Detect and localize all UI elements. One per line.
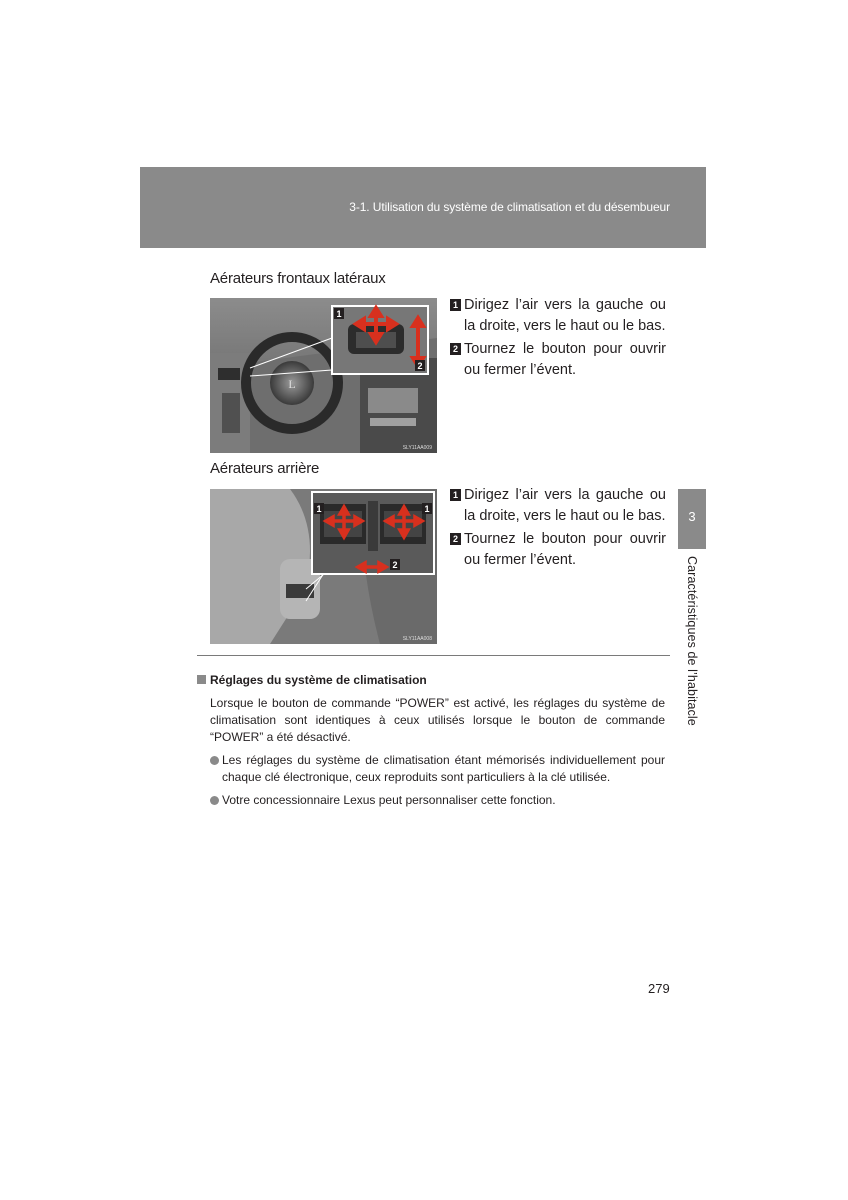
page-number: 279 bbox=[648, 981, 670, 996]
note-bullet-text: Les réglages du système de climatisation étant mémorisés individuellement pour chaque clé électronique, ceux reproduits sont particuliers à la clé utilisée. bbox=[222, 753, 665, 784]
note-body: Lorsque le bouton de commande “POWER” est activé, les réglages du système de climatisation sont identiques à ceux utilisés lorsque le bouton de commande “POWER” a été désactivé. bbox=[210, 696, 665, 744]
rear-vents-steps bbox=[450, 485, 666, 573]
step-item bbox=[450, 295, 666, 336]
step-number-badge: 2 bbox=[450, 533, 461, 545]
chapter-header-band bbox=[140, 167, 706, 248]
step-text: Dirigez l’air vers la gauche ou la droite, vers le haut ou le bas. bbox=[464, 487, 666, 524]
chapter-tab-label: Caractéristiques de l’habitacle bbox=[685, 556, 699, 726]
step-number-badge: 1 bbox=[450, 489, 461, 501]
section-heading-front-vents: Aérateurs frontaux latéraux bbox=[210, 270, 386, 287]
step-number-badge: 1 bbox=[450, 299, 461, 311]
section-divider bbox=[197, 655, 670, 656]
square-bullet-icon bbox=[197, 675, 206, 684]
bullet-dot-icon bbox=[210, 756, 219, 765]
chapter-title: 3-1. Utilisation du système de climatisation et du désembueur bbox=[349, 200, 670, 214]
svg-text:1: 1 bbox=[424, 504, 430, 514]
front-vents-steps bbox=[450, 295, 666, 383]
svg-text:2: 2 bbox=[417, 361, 423, 371]
image-code-rear: SLY11AA008 bbox=[402, 636, 432, 642]
note-bullet bbox=[210, 752, 665, 786]
step-text: Dirigez l’air vers la gauche ou la droite, vers le haut ou le bas. bbox=[464, 297, 666, 334]
rear-vents-photo bbox=[210, 489, 437, 644]
note-title-text: Réglages du système de climatisation bbox=[210, 673, 427, 687]
svg-text:L: L bbox=[288, 377, 296, 391]
chapter-tab: 3 bbox=[678, 489, 706, 549]
step-number-badge: 2 bbox=[450, 343, 461, 355]
note-title bbox=[197, 673, 427, 687]
svg-text:1: 1 bbox=[316, 504, 322, 514]
image-code-front: SLY11AA009 bbox=[402, 445, 432, 451]
svg-text:2: 2 bbox=[392, 560, 398, 570]
step-text: Tournez le bouton pour ouvrir ou fermer l’évent. bbox=[464, 341, 666, 378]
bullet-dot-icon bbox=[210, 796, 219, 805]
section-heading-rear-vents: Aérateurs arrière bbox=[210, 460, 320, 477]
svg-text:1: 1 bbox=[336, 309, 342, 319]
note-bullet bbox=[210, 792, 665, 809]
step-text: Tournez le bouton pour ouvrir ou fermer l’évent. bbox=[464, 531, 666, 568]
front-vents-photo bbox=[210, 298, 437, 453]
step-item bbox=[450, 485, 666, 526]
note-bullet-text: Votre concessionnaire Lexus peut personnaliser cette fonction. bbox=[222, 793, 556, 807]
step-item bbox=[450, 339, 666, 380]
step-item bbox=[450, 529, 666, 570]
